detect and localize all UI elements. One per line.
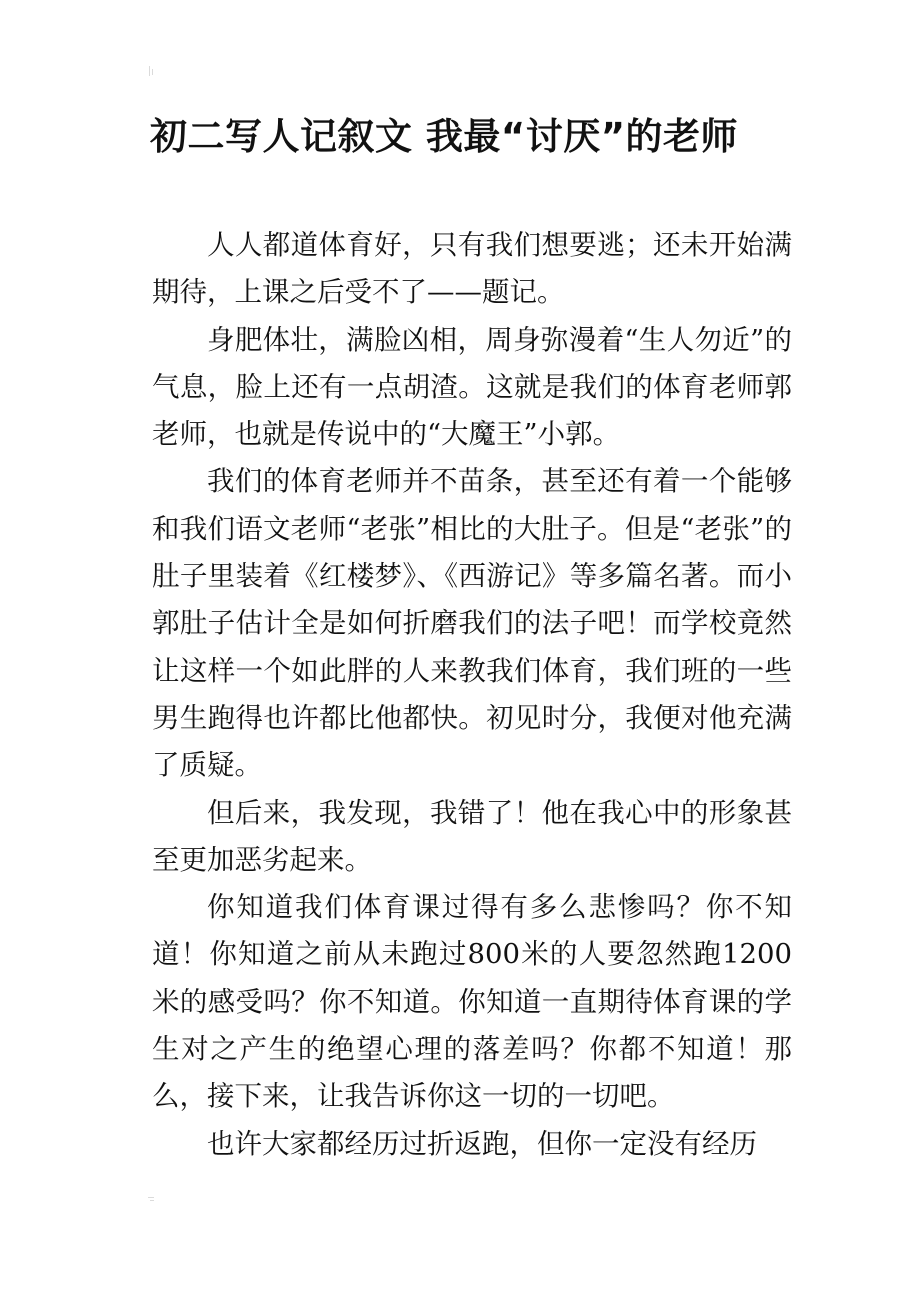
- scan-mark-bottom: [146, 1195, 156, 1207]
- document-title: 初二写人记叙文 我最“讨厌”的老师: [150, 115, 739, 158]
- paragraph-description: 身肥体壮，满脸凶相，周身弥漫着“生人勿近”的气息，脸上还有一点胡渣。这就是我们的体育老师郭老师，也就是传说中的“大魔王”小郭。: [152, 323, 792, 451]
- document-body: [152, 222, 792, 1168]
- scan-mark-top: [146, 66, 156, 78]
- paragraph-shuttle-run: 也许大家都经历过折返跑，但你一定没有经历: [207, 1127, 757, 1160]
- paragraph-belly: 我们的体育老师并不苗条，甚至还有着一个能够和我们语文老师“老张”相比的大肚子。但是“老张”的肚子里装着《红楼梦》、《西游记》等多篇名著。而小郭肚子估计全是如何折磨我们的法子吧！而学校竟然让这样一个如此胖的人来教我们体育，我们班的一些男生跑得也许都比他都快。初见时分，我便对他充满了质疑。: [152, 465, 792, 782]
- paragraph-questions: 你知道我们体育课过得有多么悲惨吗？你不知道！你知道之前从未跑过800米的人要忽然跑1200米的感受吗？你不知道。你知道一直期待体育课的学生对之产生的绝望心理的落差吗？你都不知道！那么，接下来，让我告诉你这一切的一切吧。: [152, 891, 792, 1113]
- paragraph-turn: 但后来，我发现，我错了！他在我心中的形象甚至更加恶劣起来。: [152, 796, 792, 876]
- paragraph-epigraph: 人人都道体育好，只有我们想要逃；还未开始满期待，上课之后受不了——题记。: [152, 229, 792, 309]
